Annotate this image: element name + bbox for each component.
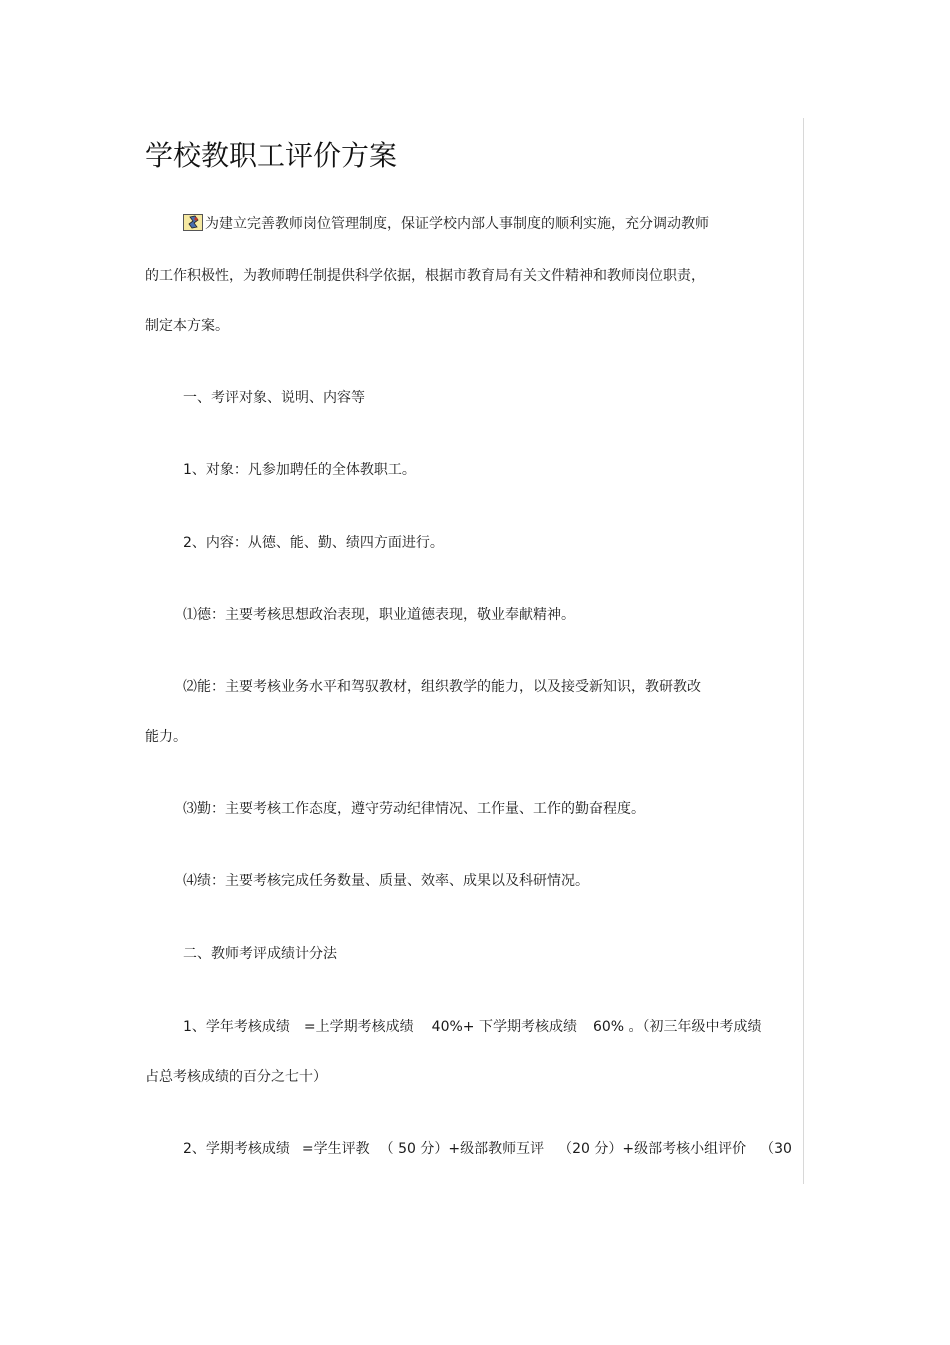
page-margin-line bbox=[803, 118, 804, 1184]
section-2-item-2-line-1 bbox=[183, 1139, 792, 1159]
section-1-heading: 一、考评对象、说明、内容等 bbox=[183, 390, 365, 406]
intro-line-1 bbox=[183, 214, 709, 234]
intro-text-1: 为建立完善教师岗位管理制度，保证学校内部人事制度的顺利实施，充分调动教师 bbox=[205, 216, 709, 232]
section-1-item-1: 1、对象：凡参加聘任的全体教职工。 bbox=[183, 462, 416, 478]
formula-1-label: 1、学年考核成绩 bbox=[183, 1019, 290, 1035]
section-2-item-1-line-2: 占总考核成绩的百分之七十） bbox=[145, 1069, 327, 1085]
criterion-neng-line-2: 能力。 bbox=[145, 729, 187, 745]
section-2-heading: 二、教师考评成绩计分法 bbox=[183, 946, 337, 962]
criterion-neng-line-1: ⑵能：主要考核业务水平和驾驭教材，组织教学的能力，以及接受新知识，教研教改 bbox=[183, 679, 701, 695]
criterion-de: ⑴德：主要考核思想政治表现，职业道德表现，敬业奉献精神。 bbox=[183, 607, 575, 623]
criterion-ji: ⑷绩：主要考核完成任务数量、质量、效率、成果以及科研情况。 bbox=[183, 873, 589, 889]
intro-line-2: 的工作积极性，为教师聘任制提供科学依据，根据市教育局有关文件精神和教师岗位职责， bbox=[145, 268, 705, 284]
formula-1-term-1: =上学期考核成绩 bbox=[303, 1019, 414, 1035]
embedded-object-icon bbox=[183, 214, 203, 231]
formula-2-term-1: =学生评教 bbox=[301, 1141, 370, 1157]
formula-2-term-3: （20 分）+级部考核小组评价 bbox=[558, 1141, 747, 1157]
section-1-item-2: 2、内容：从德、能、勤、绩四方面进行。 bbox=[183, 535, 444, 551]
formula-2-term-2: （ 50 分）+级部教师互评 bbox=[379, 1141, 545, 1157]
section-2-item-1-line-1 bbox=[183, 1017, 762, 1037]
criterion-qin: ⑶勤：主要考核工作态度，遵守劳动纪律情况、工作量、工作的勤奋程度。 bbox=[183, 801, 645, 817]
formula-2-term-4: （30 bbox=[760, 1141, 792, 1157]
formula-1-term-3: 60% 。（初三年级中考成绩 bbox=[592, 1019, 762, 1035]
formula-1-term-2: 40%+ 下学期考核成绩 bbox=[431, 1019, 577, 1035]
document-title: 学校教职工评价方案 bbox=[145, 139, 398, 172]
intro-line-3: 制定本方案。 bbox=[145, 318, 229, 334]
formula-2-label: 2、学期考核成绩 bbox=[183, 1141, 290, 1157]
